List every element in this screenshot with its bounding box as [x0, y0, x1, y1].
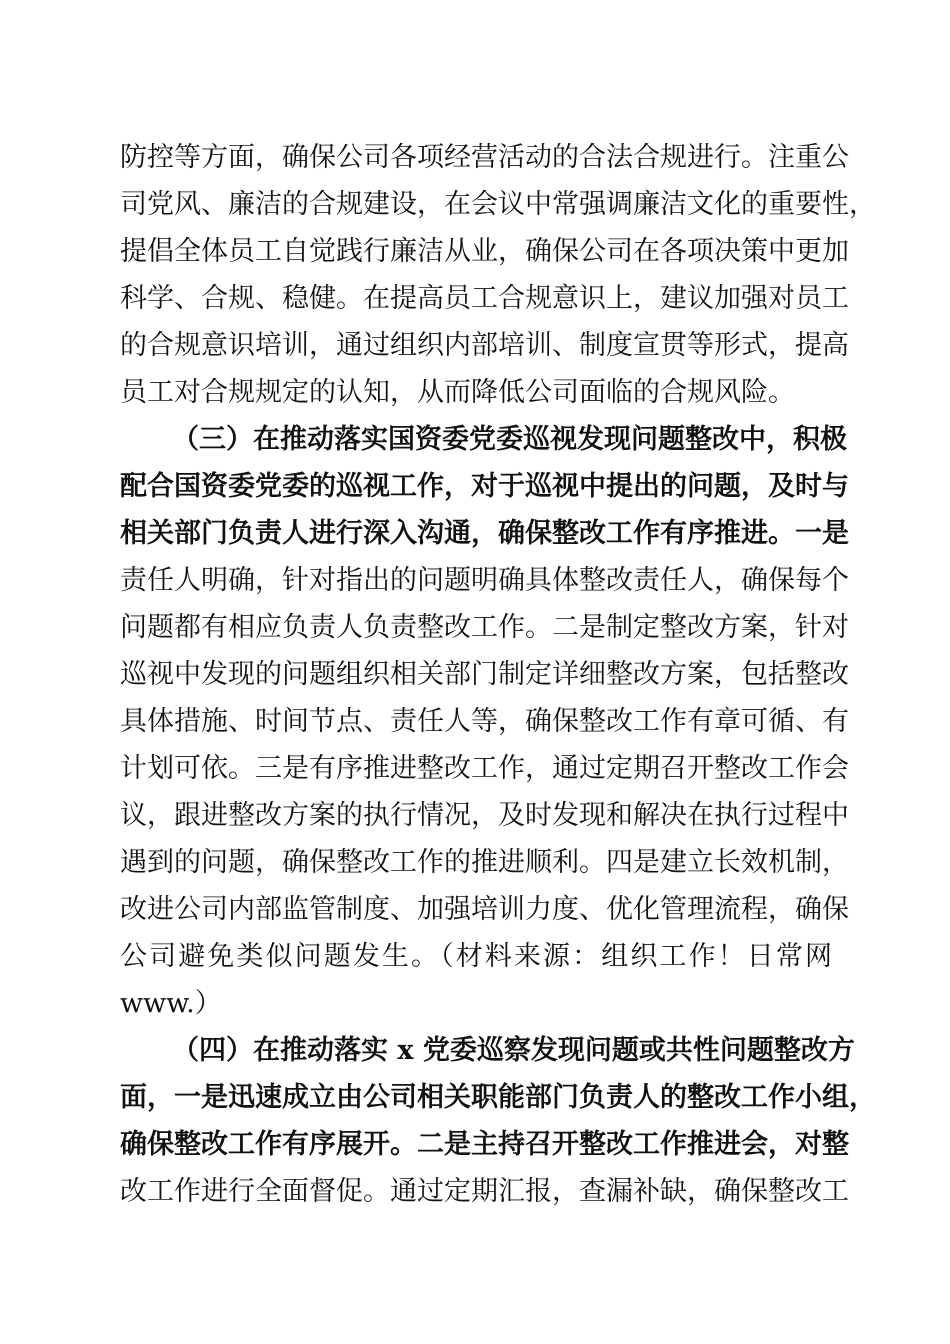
text-line: 配合国资委党委的巡视工作，对于巡视中提出的问题，及时与: [120, 471, 849, 502]
text-line: 改进公司内部监管制度、加强培训力度、优化管理流程，确保: [120, 894, 849, 925]
text-line: （三）在推动落实国资委党委巡视发现问题整改中，积极: [172, 424, 847, 455]
text-line: 计划可依。三是有序推进整改工作，通过定期召开整改工作会: [120, 753, 849, 784]
text-line: 具体措施、时间节点、责任人等，确保整改工作有章可循、有: [120, 706, 849, 737]
text-line: 提倡全体员工自觉践行廉洁从业，确保公司在各项决策中更加: [120, 236, 849, 267]
text-line: www.）: [120, 988, 222, 1019]
text-line: 问题都有相应负责人负责整改工作。二是制定整改方案，针对: [120, 612, 849, 643]
text-line: 议，跟进整改方案的执行情况，及时发现和解决在执行过程中: [120, 800, 849, 831]
text-line: 相关部门负责人进行深入沟通，确保整改工作有序推进。一是: [120, 518, 849, 549]
text-line: 公司避免类似问题发生。（材料来源：组织工作！日常网: [120, 941, 832, 972]
text-line: 遇到的问题，确保整改工作的推进顺利。四是建立长效机制，: [120, 847, 849, 878]
text-line: 确保整改工作有序展开。二是主持召开整改工作推进会，对整: [120, 1129, 849, 1160]
text-line: （四）在推动落实 x 党委巡察发现问题或共性问题整改方: [172, 1035, 855, 1066]
text-line: 的合规意识培训，通过组织内部培训、制度宣贯等形式，提高: [120, 330, 849, 361]
text-line: 员工对合规规定的认知，从而降低公司面临的合规风险。: [120, 377, 795, 408]
text-line: 司党风、廉洁的合规建设，在会议中常强调廉洁文化的重要性，: [120, 189, 876, 220]
text-line: 防控等方面，确保公司各项经营活动的合法合规进行。注重公: [120, 142, 849, 173]
text-line: 巡视中发现的问题组织相关部门制定详细整改方案，包括整改: [120, 659, 849, 690]
text-line: 改工作进行全面督促。通过定期汇报，查漏补缺，确保整改工: [120, 1176, 849, 1207]
text-line: 责任人明确，针对指出的问题明确具体整改责任人，确保每个: [120, 565, 849, 596]
text-line: 面，一是迅速成立由公司相关职能部门负责人的整改工作小组，: [120, 1082, 876, 1113]
text-line: 科学、合规、稳健。在提高员工合规意识上，建议加强对员工: [120, 283, 849, 314]
